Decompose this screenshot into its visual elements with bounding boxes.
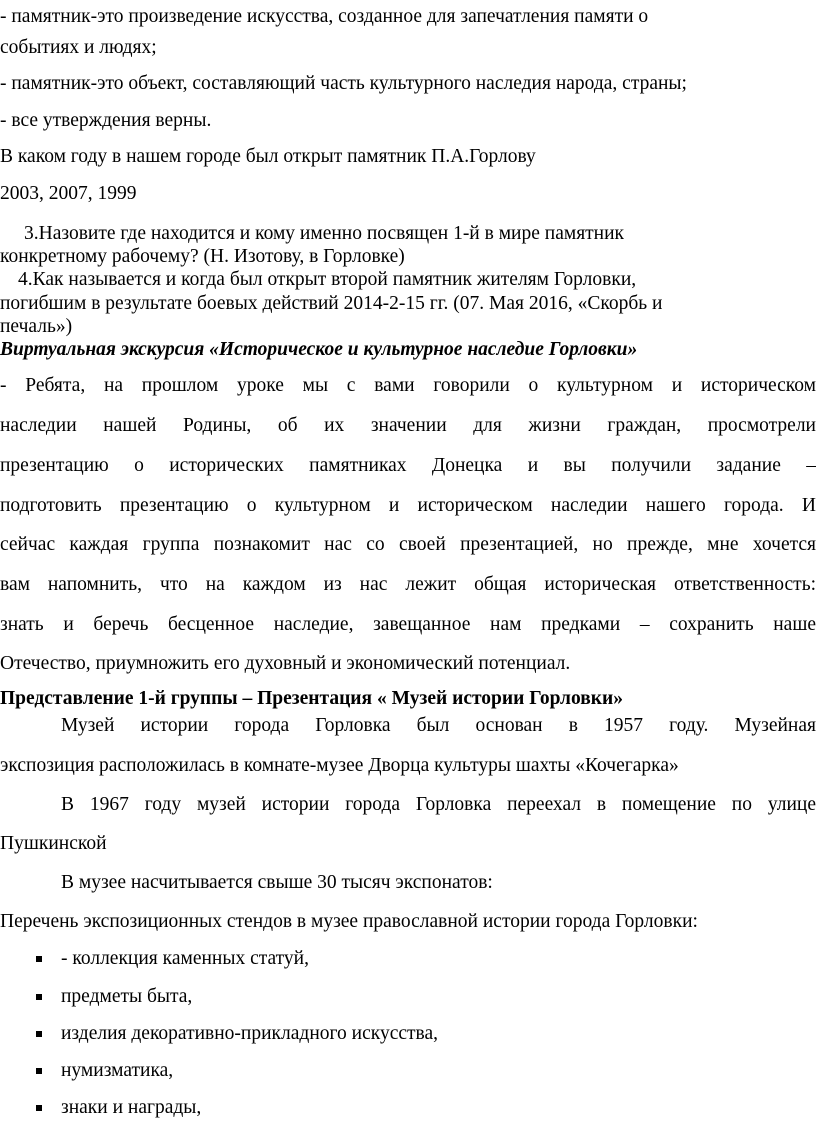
excursion-line: презентацию о исторических памятниках Донецка и вы получили задание – xyxy=(0,455,816,476)
quiz-option-1: - памятник-это произведение искусства, созданное для запечатления памяти о xyxy=(0,6,649,27)
quiz-option-2: - памятник-это объект, составляющий часть культурного наследия народа, страны; xyxy=(0,73,687,94)
square-bullet-icon xyxy=(36,956,42,962)
quiz-answers-2: 2003, 2007, 1999 xyxy=(0,183,137,204)
excursion-line: - Ребята, на прошлом уроке мы с вами говорили о культурном и историческом xyxy=(0,375,816,396)
excursion-line: наследии нашей Родины, об их значении для жизни граждан, просмотрели xyxy=(0,415,816,436)
excursion-line: Отечество, приумножить его духовный и экономический потенциал. xyxy=(0,653,571,674)
square-bullet-icon xyxy=(36,994,42,1000)
square-bullet-icon xyxy=(36,1031,42,1037)
list-item-text: - коллекция каменных статуй, xyxy=(61,948,309,969)
excursion-line: знать и беречь бесценное наследие, завещанное нам предками – сохранить наше xyxy=(0,614,816,635)
quiz-option-1-continued: событиях и людях; xyxy=(0,37,157,58)
quiz-question-4-line-3: печаль») xyxy=(0,316,73,337)
group1-paragraph-1-line-1: Музей истории города Горловка был основан в 1957 году. Музейная xyxy=(61,715,816,736)
group1-paragraph-2-line-1: В 1967 году музей истории города Горловка переехал в помещение по улице xyxy=(61,794,816,815)
list-item-text: знаки и награды, xyxy=(61,1097,202,1118)
group1-heading: Представление 1-й группы – Презентация « Музей истории Горловки» xyxy=(0,688,624,709)
excursion-heading: Виртуальная экскурсия «Историческое и культурное наследие Горловки» xyxy=(0,339,638,360)
list-item-text: изделия декоративно-прикладного искусства, xyxy=(61,1023,439,1044)
group1-paragraph-2-line-2: Пушкинской xyxy=(0,833,107,854)
quiz-question-3-line-1: 3.Назовите где находится и кому именно посвящен 1-й в мире памятник xyxy=(24,223,625,244)
square-bullet-icon xyxy=(36,1068,42,1074)
excursion-line: вам напомнить, что на каждом из нас лежит общая историческая ответственность: xyxy=(0,574,816,595)
group1-paragraph-1-line-2: экспозиция расположилась в комнате-музее Дворца культуры шахты «Кочегарка» xyxy=(0,755,679,776)
excursion-line: сейчас каждая группа познакомит нас со своей презентацией, но прежде, мне хочется xyxy=(0,534,816,555)
quiz-question-4-line-1: 4.Как называется и когда был открыт второй памятник жителям Горловки, xyxy=(18,269,637,290)
quiz-option-3: - все утверждения верны. xyxy=(0,110,212,131)
list-item-text: предметы быта, xyxy=(61,986,193,1007)
list-item-text: нумизматика, xyxy=(61,1060,174,1081)
square-bullet-icon xyxy=(36,1105,42,1111)
excursion-line: подготовить презентацию о культурном и историческом наследии нашего города. И xyxy=(0,495,816,516)
group1-list-intro: Перечень экспозиционных стендов в музее православной истории города Горловки: xyxy=(0,911,698,932)
group1-paragraph-3: В музее насчитывается свыше 30 тысяч экспонатов: xyxy=(61,872,493,893)
quiz-question-4-line-2: погибшим в результате боевых действий 2014-2-15 гг. (07. Мая 2016, «Скорбь и xyxy=(0,293,663,314)
quiz-question-3-line-2: конкретному рабочему? (Н. Изотову, в Горловке) xyxy=(0,246,405,267)
quiz-question-2: В каком году в нашем городе был открыт памятник П.А.Горлову xyxy=(0,146,536,167)
